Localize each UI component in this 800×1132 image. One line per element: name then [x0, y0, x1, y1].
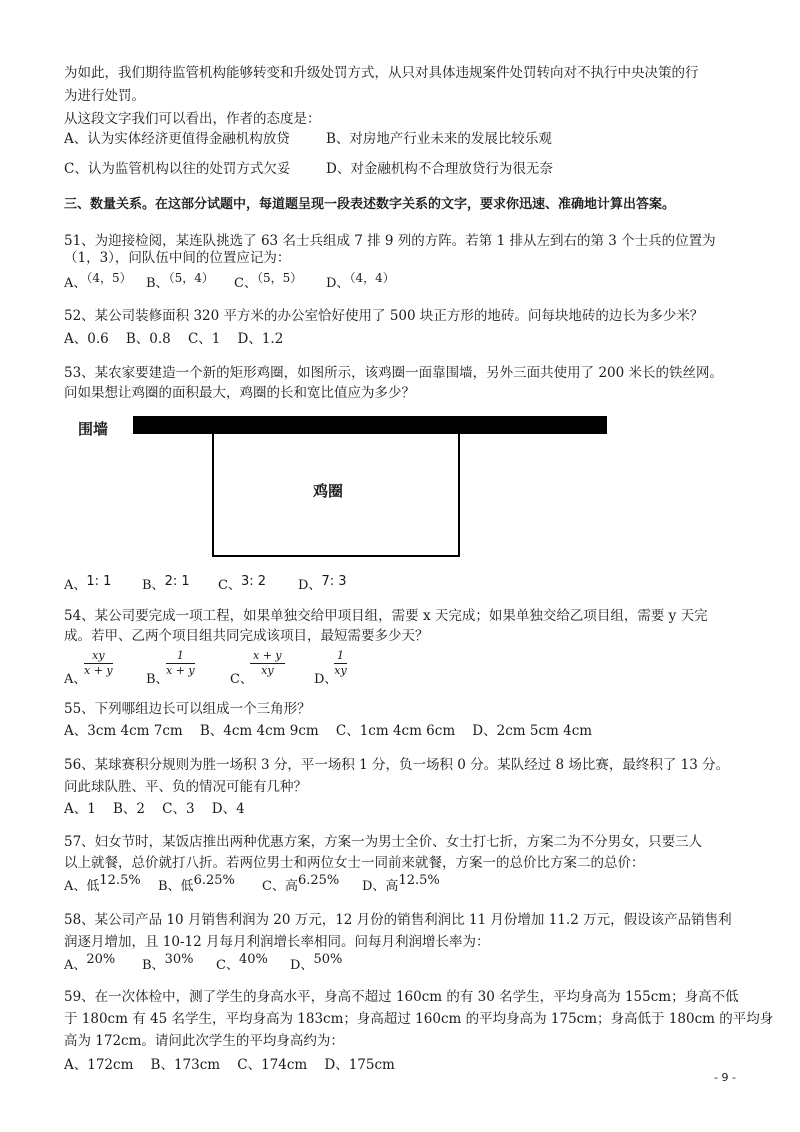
q58-option-b: B、30%: [142, 952, 194, 973]
q59-stem: 于 180cm 有 45 名学生，平均身高为 183cm；身高超过 160cm 的平均身高为 175cm；身高低于 180cm 的平均身: [64, 1011, 774, 1027]
q51-option-c: C、（5，5）: [234, 271, 303, 291]
q57-option-c: C、高6.25%: [262, 873, 340, 894]
q58-option-a: A、20%: [64, 952, 116, 973]
section-heading: 三、数量关系。在这部分试题中，每道题呈现一段表述数字关系的文字，要求你迅速、准确地计算出答案。: [64, 197, 676, 212]
q57-option-d: D、高12.5%: [362, 873, 440, 894]
wall-label: 围墙: [78, 420, 109, 438]
q53-option-b: B、2: 1: [142, 574, 190, 593]
pen-label: 鸡圈: [313, 482, 344, 500]
q54-option-c-label: C、: [230, 672, 253, 687]
q52-options: A、0.6 B、0.8 C、1 D、1.2: [64, 331, 284, 347]
q58-option-c: C、40%: [216, 952, 268, 973]
q57-stem: 57、妇女节时，某饭店推出两种优惠方案，方案一为男士全价、女士打七折，方案二为不分男女，只要三人: [64, 834, 703, 850]
option-c: C、认为监管机构以往的处罚方式欠妥: [64, 161, 291, 177]
q54-option-c-fraction: $\frac{x + y}{xy}$: [250, 649, 285, 678]
passage-line: 为如此，我们期待监管机构能够转变和升级处罚方式，从只对具体违规案件处罚转向对不执行中央决策的行: [64, 65, 699, 81]
q54-option-d-fraction: $\frac{1}{xy}$: [334, 649, 347, 677]
q51-option-d: D、（4，4）: [326, 271, 395, 291]
q59-stem: 59、在一次体检中，测了学生的身高水平，身高不超过 160cm 的有 30 名学生，平均身高为 155cm；身高不低: [64, 989, 739, 1005]
option-d: D、对金融机构不合理放贷行为很无奈: [326, 161, 553, 177]
q58-stem: 润逐月增加，且 10-12 月每月利润增长率相同。问每月利润增长率为：: [64, 934, 490, 950]
q53-stem: 问如果想让鸡圈的面积最大，鸡圈的长和宽比值应为多少？: [64, 385, 415, 401]
q56-stem: 问此球队胜、平、负的情况可能有几种？: [64, 779, 307, 795]
q59-stem: 高为 172cm。请问此次学生的平均身高约为：: [64, 1033, 344, 1049]
q58-stem: 58、某公司产品 10 月销售利润为 20 万元，12 月份的销售利润比 11 月份增加 11.2 万元，假设该产品销售利: [64, 912, 732, 928]
q51-option-a: A、（4，5）: [64, 271, 132, 291]
q51-stem: 51、为迎接检阅，某连队挑选了 63 名士兵组成 7 排 9 列的方阵。若第 1 排从左到右的第 3 个士兵的位置为: [64, 233, 716, 249]
page-number: - 9 -: [714, 1071, 736, 1084]
q53-option-d: D、7: 3: [298, 574, 347, 593]
q55-stem: 55、下列哪组边长可以组成一个三角形？: [64, 701, 311, 717]
q53-stem: 53、某农家要建造一个新的矩形鸡圈，如图所示，该鸡圈一面靠围墙，另外三面共使用了 200 米长的铁丝网。: [64, 365, 724, 381]
q51-stem: （1，3），问队伍中间的位置应记为：: [64, 250, 291, 266]
wall-bar: [133, 416, 607, 434]
q54-option-a-fraction: $\frac{xy}{x + y}$: [84, 649, 113, 677]
q57-option-b: B、低6.25%: [158, 873, 235, 894]
q57-option-a: A、低12.5%: [64, 873, 141, 894]
q58-option-d: D、50%: [290, 952, 343, 973]
q56-options: A、1 B、2 C、3 D、4: [64, 801, 245, 817]
option-b: B、对房地产行业未来的发展比较乐观: [326, 131, 552, 147]
question-stem: 从这段文字我们可以看出，作者的态度是：: [64, 111, 321, 127]
q53-option-c: C、3: 2: [218, 574, 267, 593]
q54-option-d-label: D、: [314, 672, 338, 687]
q59-options: A、172cm B、173cm C、174cm D、175cm: [64, 1057, 395, 1073]
q54-option-b-label: B、: [146, 672, 169, 687]
q57-stem: 以上就餐，总价就打八折。若两位男士和两位女士一同前来就餐，方案一的总价比方案二的总价：: [64, 855, 645, 871]
passage-line: 为进行处罚。: [64, 88, 145, 104]
option-a: A、认为实体经济更值得金融机构放贷: [64, 131, 290, 147]
q55-options: A、3cm 4cm 7cm B、4cm 4cm 9cm C、1cm 4cm 6cm D、2cm 5cm 4cm: [64, 723, 593, 739]
q56-stem: 56、某球赛积分规则为胜一场积 3 分，平一场积 1 分，负一场积 0 分。某队经过 8 场比赛，最终积了 13 分。: [64, 757, 730, 773]
q52-stem: 52、某公司装修面积 320 平方米的办公室恰好使用了 500 块正方形的地砖。问每块地砖的边长为多少米？: [64, 308, 704, 324]
q54-option-b-fraction: $\frac{1}{x + y}$: [166, 649, 195, 677]
q54-option-a-label: A、: [64, 672, 87, 687]
q51-option-b: B、（5，4）: [146, 271, 214, 291]
q53-option-a: A、1: 1: [64, 574, 112, 593]
q54-stem: 成。若甲、乙两个项目组共同完成该项目，最短需要多少天？: [64, 628, 429, 644]
q54-stem: 54、某公司要完成一项工程，如果单独交给甲项目组，需要 x 天完成；如果单独交给乙项目组，需要 y 天完: [64, 608, 708, 624]
